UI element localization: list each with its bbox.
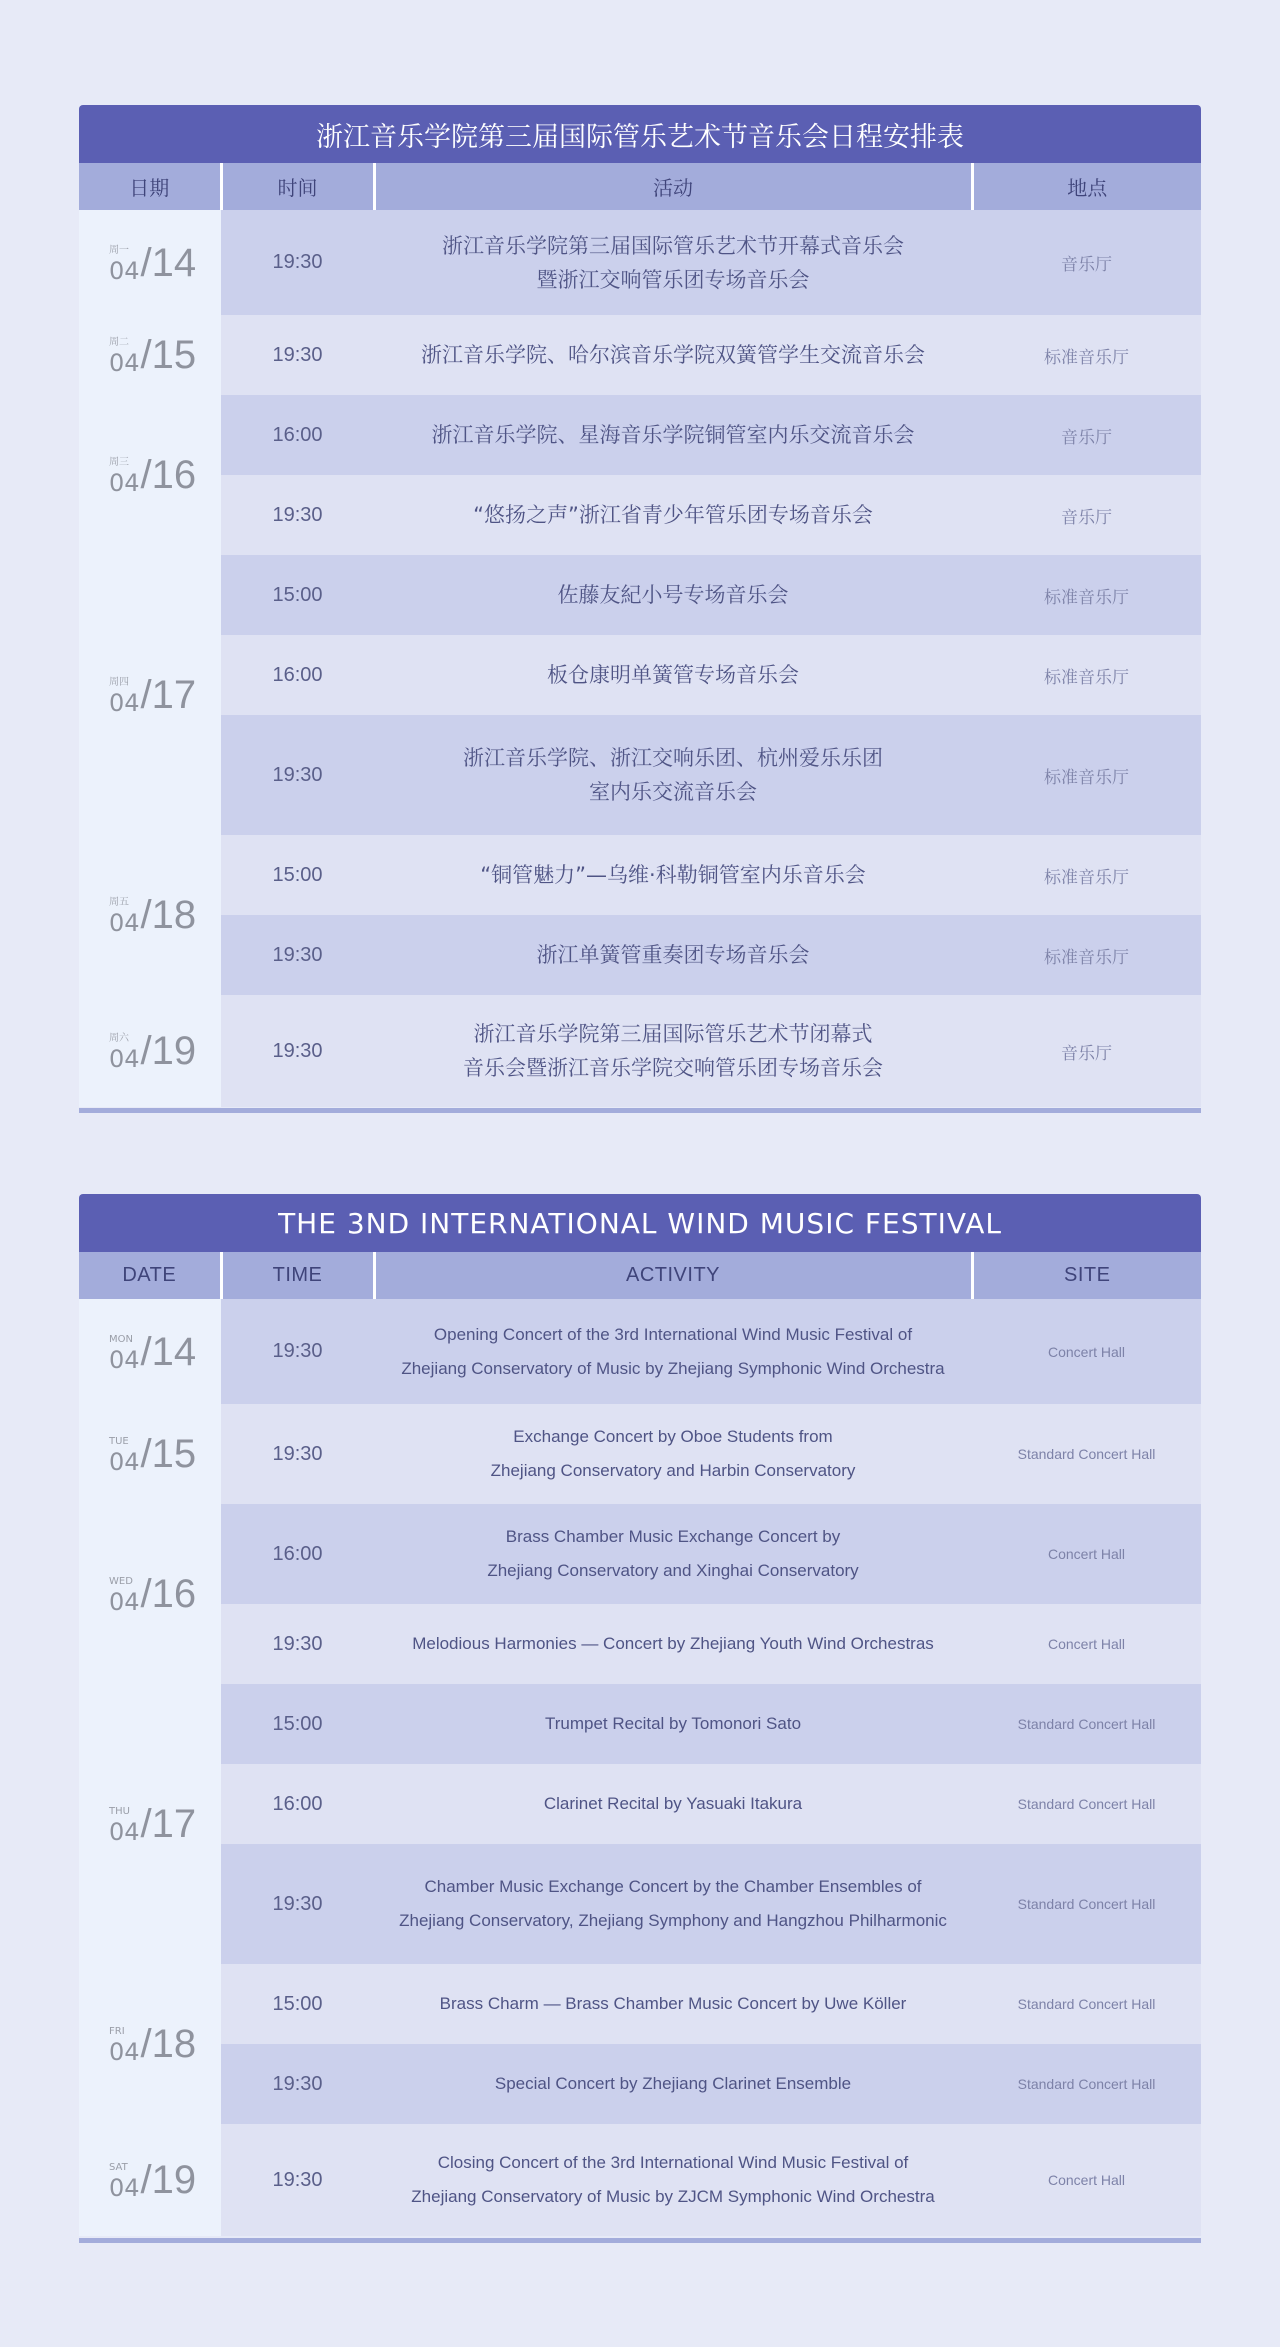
date-cell [79, 210, 221, 315]
column-header-site: SITE [972, 1252, 1201, 1299]
site-cell: Standard Concert Hall [972, 1764, 1201, 1844]
date-cell [79, 995, 221, 1107]
table-row [79, 835, 1201, 915]
activity-text: “悠扬之声”浙江省青少年管乐团专场音乐会 [473, 503, 873, 527]
schedule-table-english [79, 1194, 1201, 2236]
date-weekday: THU [109, 1806, 130, 1817]
activity-cell [374, 635, 972, 715]
date-weekday: 周五 [109, 897, 129, 908]
date-cell [79, 1504, 221, 1684]
site-cell: Standard Concert Hall [972, 1844, 1201, 1964]
date-weekday: 周四 [109, 677, 129, 688]
table-row [79, 475, 1201, 555]
time-cell: 16:00 [221, 635, 374, 715]
column-header-site: 地点 [972, 163, 1201, 210]
activity-cell [374, 1964, 972, 2044]
time-cell: 19:30 [221, 475, 374, 555]
date-weekday: MON [109, 1333, 133, 1345]
date-day: /16 [140, 1572, 197, 1616]
date-month: 04 [109, 1345, 140, 1374]
activity-text: 板仓康明单簧管专场音乐会 [547, 663, 799, 687]
date-day: /19 [140, 2158, 197, 2202]
table-bottom-rule [79, 2238, 1201, 2243]
table-row [79, 1964, 1201, 2044]
date-cell [79, 2124, 221, 2236]
time-cell: 19:30 [221, 2124, 374, 2236]
date-month: 04 [109, 1818, 140, 1846]
date-cell [79, 835, 221, 995]
date-day: /17 [140, 1802, 197, 1846]
date-month: 04 [109, 1045, 140, 1073]
date-day: /17 [140, 673, 197, 717]
date-day: /15 [140, 333, 197, 377]
table-row [79, 1764, 1201, 1844]
date-day: /14 [140, 240, 197, 285]
date-cell [79, 555, 221, 835]
activity-text: 浙江单簧管重奏团专场音乐会 [536, 943, 810, 967]
column-header-date: 日期 [79, 163, 221, 210]
date-day: /19 [140, 1029, 197, 1073]
table-row [79, 1504, 1201, 1604]
date-day: /18 [140, 2022, 197, 2066]
date-cell [79, 1684, 221, 1964]
activity-cell [374, 395, 972, 475]
activity-text: Melodious Harmonies — Concert by Zhejiang Youth Wind Orchestras [412, 1634, 934, 1653]
date-cell [79, 1964, 221, 2124]
table-title: THE 3ND INTERNATIONAL WIND MUSIC FESTIVAL [79, 1194, 1201, 1252]
column-header-activity: ACTIVITY [374, 1252, 972, 1299]
time-cell: 16:00 [221, 395, 374, 475]
activity-cell [374, 1504, 972, 1604]
date-month: 04 [109, 2038, 140, 2066]
activity-cell [374, 835, 972, 915]
activity-text: 浙江音乐学院、浙江交响乐团、杭州爱乐乐团 室内乐交流音乐会 [463, 746, 883, 804]
time-cell: 15:00 [221, 1964, 374, 2044]
date-weekday: 周三 [109, 457, 129, 468]
time-cell: 19:30 [221, 1404, 374, 1504]
activity-cell [374, 1604, 972, 1684]
site-cell: Standard Concert Hall [972, 1404, 1201, 1504]
table-title: 浙江音乐学院第三届国际管乐艺术节音乐会日程安排表 [79, 105, 1201, 163]
activity-cell [374, 2044, 972, 2124]
column-header-date: DATE [79, 1252, 221, 1299]
activity-cell [374, 1404, 972, 1504]
time-cell: 16:00 [221, 1504, 374, 1604]
date-month: 04 [109, 2174, 140, 2202]
time-cell: 19:30 [221, 915, 374, 995]
date-day: /18 [140, 893, 197, 937]
table-row [79, 315, 1201, 395]
date-weekday: 周二 [109, 337, 129, 348]
site-cell: 标准音乐厅 [972, 715, 1201, 835]
date-day: /15 [140, 1432, 197, 1476]
activity-text: Exchange Concert by Oboe Students from Zhejiang Conservatory and Harbin Conservatory [490, 1427, 856, 1480]
schedule-body [79, 210, 1201, 1107]
activity-cell [374, 475, 972, 555]
activity-cell [374, 1764, 972, 1844]
time-cell: 19:30 [221, 2044, 374, 2124]
site-cell: Concert Hall [972, 1504, 1201, 1604]
activity-text: Chamber Music Exchange Concert by the Chamber Ensembles of Zhejiang Conservatory, Zhejiang Symphony and Hangzhou Philharmonic [399, 1877, 947, 1930]
table-row [79, 995, 1201, 1107]
time-cell: 16:00 [221, 1764, 374, 1844]
site-cell: Standard Concert Hall [972, 1964, 1201, 2044]
column-header-time: 时间 [221, 163, 374, 210]
time-cell: 19:30 [221, 1299, 374, 1404]
activity-text: Clarinet Recital by Yasuaki Itakura [543, 1794, 803, 1813]
table-row [79, 1404, 1201, 1504]
activity-cell [374, 715, 972, 835]
table-row [79, 555, 1201, 635]
activity-cell [374, 915, 972, 995]
time-cell: 15:00 [221, 1684, 374, 1764]
activity-text: Trumpet Recital by Tomonori Sato [544, 1714, 802, 1733]
site-cell: 音乐厅 [972, 995, 1201, 1107]
activity-cell [374, 555, 972, 635]
schedule-body [79, 1299, 1201, 2236]
activity-text: 浙江音乐学院第三届国际管乐艺术节开幕式音乐会 暨浙江交响管乐团专场音乐会 [442, 233, 904, 292]
table-row [79, 1684, 1201, 1764]
date-weekday: SAT [109, 2162, 128, 2173]
date-month: 04 [109, 909, 140, 937]
activity-text: Special Concert by Zhejiang Clarinet Ensemble [494, 2074, 852, 2093]
table-row [79, 210, 1201, 315]
date-cell [79, 315, 221, 395]
date-cell [79, 395, 221, 555]
table-row [79, 915, 1201, 995]
table-bottom-rule [79, 1108, 1201, 1113]
site-cell: Standard Concert Hall [972, 1684, 1201, 1764]
activity-text: 浙江音乐学院第三届国际管乐艺术节闭幕式 音乐会暨浙江音乐学院交响管乐团专场音乐会 [463, 1022, 883, 1080]
activity-text: Closing Concert of the 3rd International Wind Music Festival of Zhejiang Conservatory of Music by ZJCM Symphonic Wind Orchestra [411, 2153, 935, 2206]
activity-text: Brass Charm — Brass Chamber Music Concert by Uwe Köller [439, 1994, 907, 2013]
date-weekday: 周一 [109, 244, 129, 256]
time-cell: 19:30 [221, 995, 374, 1107]
date-month: 04 [109, 256, 140, 285]
site-cell: 音乐厅 [972, 475, 1201, 555]
date-cell [79, 1299, 221, 1404]
date-day: /16 [140, 453, 197, 497]
time-cell: 19:30 [221, 715, 374, 835]
date-weekday: WED [109, 1576, 133, 1587]
date-weekday: TUE [109, 1436, 129, 1447]
activity-cell [374, 1299, 972, 1404]
activity-cell [374, 315, 972, 395]
date-day: /14 [140, 1329, 197, 1374]
date-month: 04 [109, 469, 140, 497]
column-header-time: TIME [221, 1252, 374, 1299]
date-month: 04 [109, 349, 140, 377]
site-cell: Concert Hall [972, 1604, 1201, 1684]
table-row [79, 1604, 1201, 1684]
date-weekday: FRI [109, 2026, 125, 2037]
date-month: 04 [109, 1448, 140, 1476]
site-cell: 音乐厅 [972, 395, 1201, 475]
table-row [79, 2044, 1201, 2124]
table-row [79, 395, 1201, 475]
date-month: 04 [109, 1588, 140, 1616]
site-cell: 标准音乐厅 [972, 315, 1201, 395]
date-month: 04 [109, 689, 140, 717]
time-cell: 19:30 [221, 1844, 374, 1964]
time-cell: 19:30 [221, 210, 374, 315]
time-cell: 15:00 [221, 555, 374, 635]
site-cell: Concert Hall [972, 1299, 1201, 1404]
site-cell: 标准音乐厅 [972, 915, 1201, 995]
column-header-activity: 活动 [374, 163, 972, 210]
date-cell [79, 1404, 221, 1504]
activity-text: Opening Concert of the 3rd International Wind Music Festival of Zhejiang Conservatory of Music by Zhejiang Symphonic Wind Orchestra [401, 1324, 945, 1378]
time-cell: 19:30 [221, 315, 374, 395]
date-weekday: 周六 [109, 1033, 129, 1044]
activity-cell [374, 2124, 972, 2236]
time-cell: 15:00 [221, 835, 374, 915]
time-cell: 19:30 [221, 1604, 374, 1684]
table-row [79, 635, 1201, 715]
table-row [79, 715, 1201, 835]
activity-cell [374, 1684, 972, 1764]
table-row [79, 1299, 1201, 1404]
activity-text: “铜管魅力”—乌维·科勒铜管室内乐音乐会 [480, 863, 866, 887]
activity-text: 浙江音乐学院、哈尔滨音乐学院双簧管学生交流音乐会 [421, 343, 925, 367]
table-row [79, 1844, 1201, 1964]
site-cell: 标准音乐厅 [972, 835, 1201, 915]
activity-text: Brass Chamber Music Exchange Concert by Zhejiang Conservatory and Xinghai Conservatory [487, 1527, 859, 1580]
activity-cell [374, 210, 972, 315]
site-cell: 标准音乐厅 [972, 555, 1201, 635]
activity-text: 佐藤友紀小号专场音乐会 [557, 583, 789, 607]
activity-text: 浙江音乐学院、星海音乐学院铜管室内乐交流音乐会 [431, 423, 915, 447]
site-cell: 音乐厅 [972, 210, 1201, 315]
site-cell: 标准音乐厅 [972, 635, 1201, 715]
schedule-table-chinese [79, 105, 1201, 1107]
table-row [79, 2124, 1201, 2236]
activity-cell [374, 1844, 972, 1964]
site-cell: Standard Concert Hall [972, 2044, 1201, 2124]
site-cell: Concert Hall [972, 2124, 1201, 2236]
activity-cell [374, 995, 972, 1107]
